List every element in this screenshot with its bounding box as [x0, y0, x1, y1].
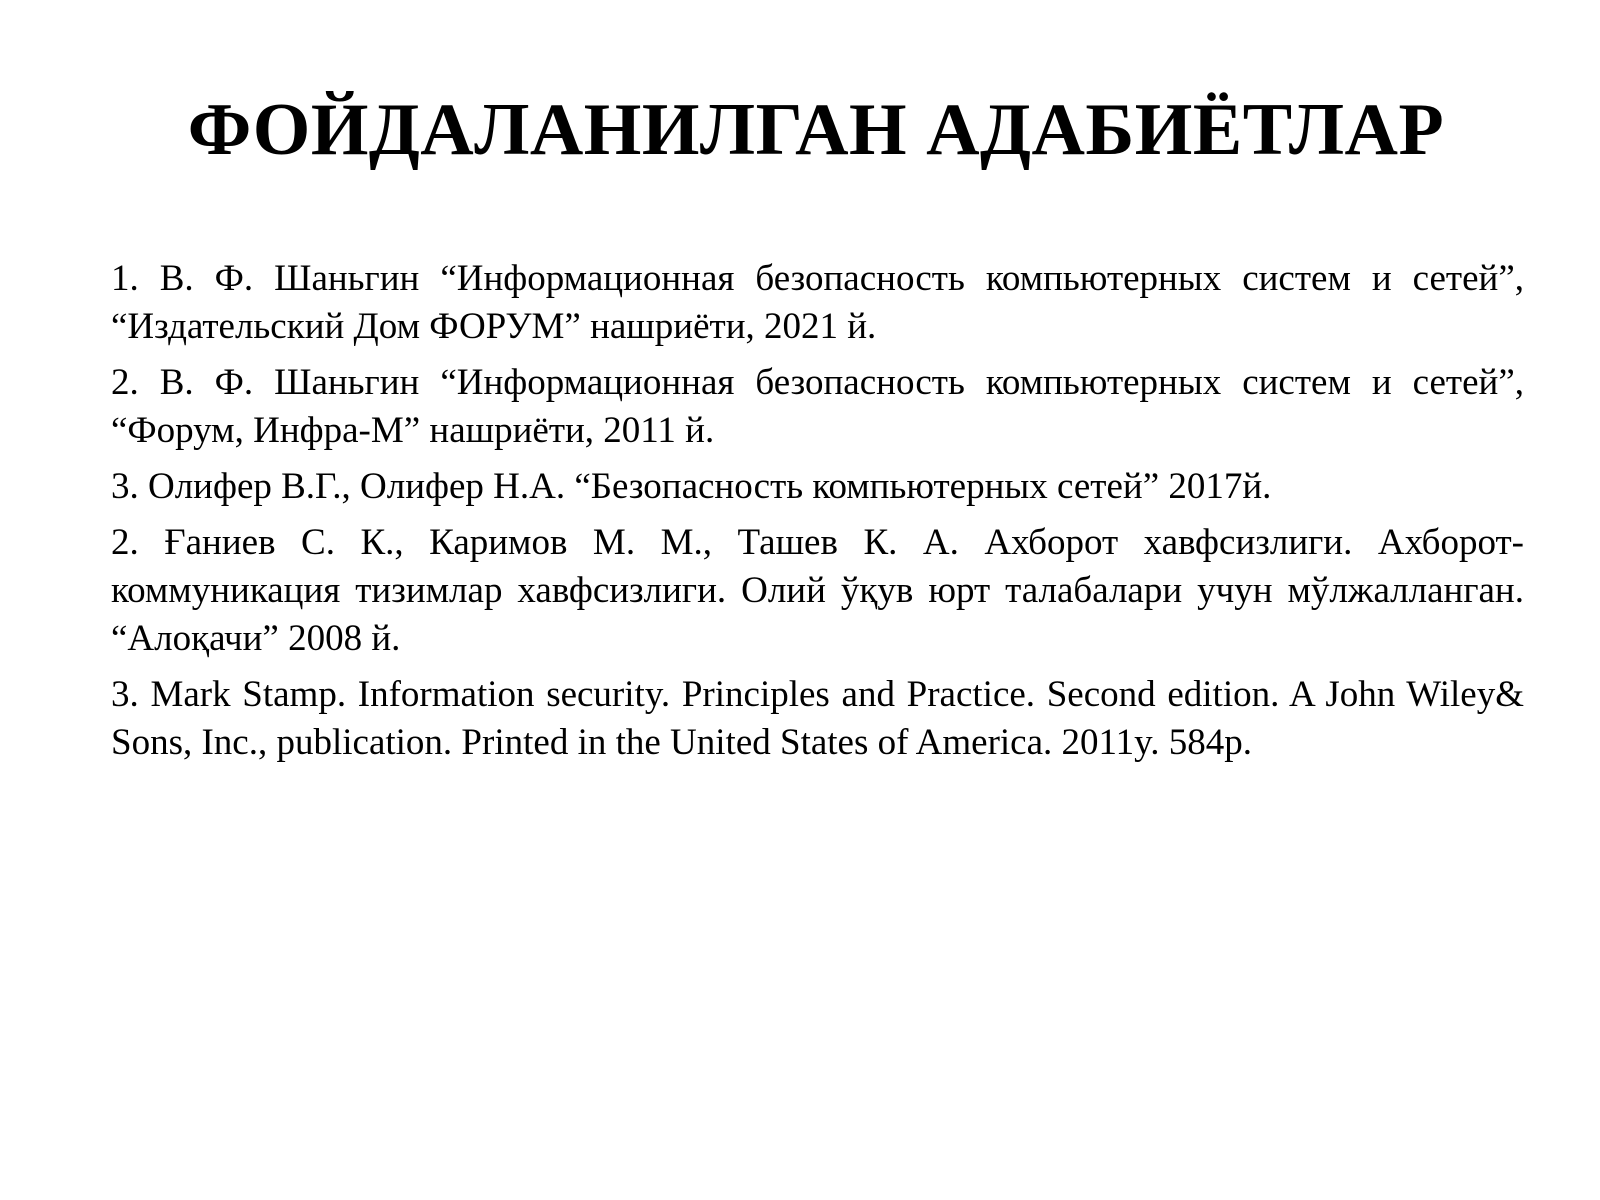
- slide-title: ФОЙДАЛАНИЛГАН АДАБИЁТЛАР: [187, 89, 1445, 171]
- reference-item: 3. Mark Stamp. Information security. Principles and Practice. Second edition. A John Wiley& Sons, Inc., publication. Printed in the United States of America. 2011y. 584p.: [111, 674, 1524, 763]
- reference-item: 3. Олифер В.Г., Олифер Н.А. “Безопасность компьютерных сетей” 2017й.: [111, 466, 1272, 507]
- reference-list: [111, 255, 1524, 775]
- reference-item: 2. В. Ф. Шаньгин “Информационная безопасность компьютерных систем и сетей”, “Форум, Инфра-М” нашриёти, 2011 й.: [111, 362, 1524, 451]
- reference-item: 1. В. Ф. Шаньгин “Информационная безопасность компьютерных систем и сетей”, “Издательский Дом ФОРУМ” нашриёти, 2021 й.: [111, 258, 1524, 347]
- reference-item: 2. Ғаниев С. К., Каримов М. М., Ташев К. А. Ахборот хавфсизлиги. Ахборот-коммуникация тизимлар хавфсизлиги. Олий ўқув юрт талабалари учун мўлжалланган. “Алоқачи” 2008 й.: [111, 522, 1524, 659]
